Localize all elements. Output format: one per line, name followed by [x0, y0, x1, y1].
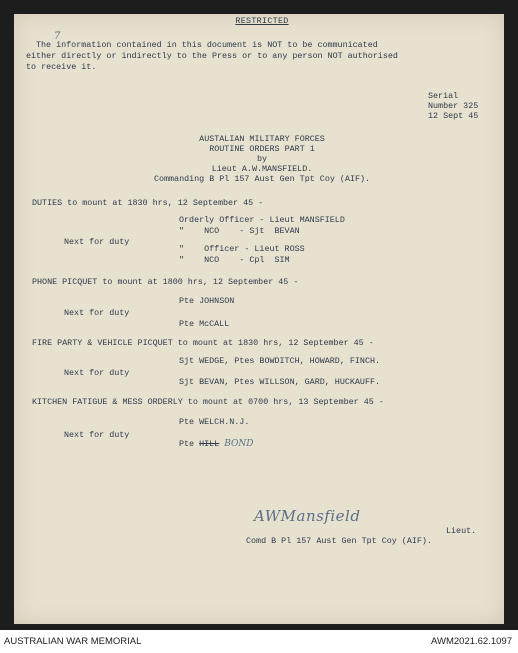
title-line-2: ROUTINE ORDERS PART 1 [209, 144, 315, 154]
phone-picquet-row-1: Pte JOHNSON [179, 296, 235, 306]
kitchen-next-label: Next for duty [64, 430, 130, 440]
duties-row-1: Orderly Officer - Lieut MANSFIELD [179, 215, 345, 225]
notice-line-1: The information contained in this document is NOT to be communicated [36, 40, 378, 50]
phone-picquet-next-label: Next for duty [64, 308, 130, 318]
fire-party-next-label: Next for duty [64, 368, 130, 378]
corner-pencil-mark: 7 [54, 31, 61, 42]
duties-heading: DUTIES to mount at 1830 hrs, 12 September 45 - [32, 198, 264, 208]
restricted-heading: RESTRICTED [235, 16, 289, 26]
document-page [14, 14, 504, 624]
title-line-5: Commanding B Pl 157 Aust Gen Tpt Coy (AIF). [153, 174, 371, 184]
kitchen-row-2-handwritten-name: BOND [224, 439, 254, 449]
kitchen-row-2 [179, 439, 254, 450]
kitchen-row-1: Pte WELCH.N.J. [179, 417, 250, 427]
signature-title: Comd B Pl 157 Aust Gen Tpt Coy (AIF). [246, 536, 432, 546]
footer-accession-number: AWM2021.62.1097 [431, 636, 512, 647]
serial-number: Number 325 [428, 101, 479, 111]
duties-row-4: " NCO - Cpl SIM [179, 255, 290, 265]
signature-rank: Lieut. [446, 526, 477, 536]
fire-party-row-2: Sjt BEVAN, Ptes WILLSON, GARD, HUCKAUFF. [179, 377, 381, 387]
phone-picquet-row-2: Pte McCALL [179, 319, 230, 329]
kitchen-heading: KITCHEN FATIGUE & MESS ORDERLY to mount at 0700 hrs, 13 September 45 - [32, 397, 384, 407]
notice-line-2: either directly or indirectly to the Press or to any person NOT authorised [26, 51, 398, 61]
title-line-4: Lieut A.W.MANSFIELD. [211, 164, 313, 174]
fire-party-heading: FIRE PARTY & VEHICLE PICQUET to mount at 1830 hrs, 12 September 45 - [32, 338, 374, 348]
archive-footer [0, 630, 518, 653]
kitchen-row-2-struck-name: HILL [199, 439, 220, 449]
duties-row-3: " Officer - Lieut ROSS [179, 244, 305, 254]
title-line-1: AUSTALIAN MILITARY FORCES [199, 134, 325, 144]
signature: AWMansfield [254, 507, 361, 525]
notice-line-3: to receive it. [26, 62, 97, 72]
kitchen-row-2-prefix: Pte [179, 439, 195, 449]
footer-institution: AUSTRALIAN WAR MEMORIAL [4, 636, 142, 647]
duties-next-label: Next for duty [64, 237, 130, 247]
serial-label: Serial [428, 91, 459, 101]
title-line-3: by [256, 154, 268, 164]
fire-party-row-1: Sjt WEDGE, Ptes BOWDITCH, HOWARD, FINCH. [179, 356, 381, 366]
serial-date: 12 Sept 45 [428, 111, 479, 121]
duties-row-2: " NCO - Sjt BEVAN [179, 226, 300, 236]
phone-picquet-heading: PHONE PICQUET to mount at 1800 hrs, 12 September 45 - [32, 277, 299, 287]
